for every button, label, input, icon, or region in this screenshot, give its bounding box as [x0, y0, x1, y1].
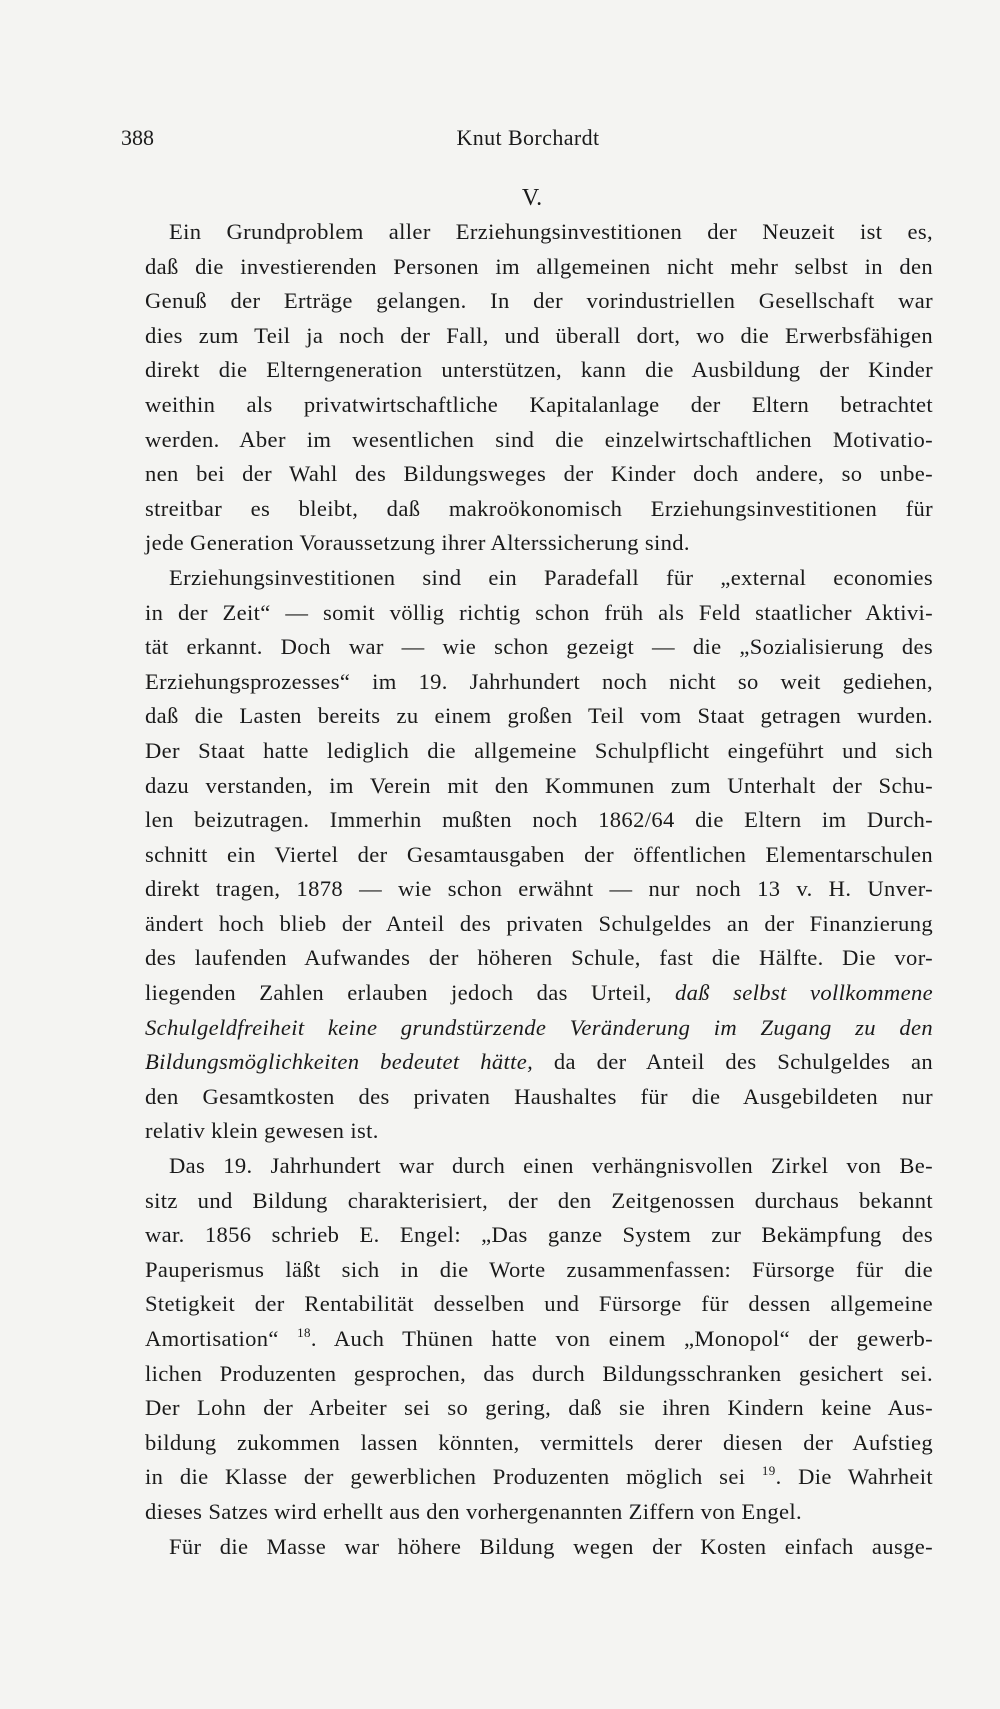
text-line-mixed: [121, 1322, 933, 1357]
text-line: Ein Grundproblem aller Erziehungsinvestitionen der Neuzeit ist es,: [169, 219, 933, 244]
text-line: direkt die Elterngeneration unterstützen, kann die Ausbildung der Kinder: [145, 357, 933, 383]
text-line: dieses Satzes wird erhellt aus den vorhergenannten Ziffern von Engel.: [145, 1498, 802, 1524]
text-line: war. 1856 schrieb E. Engel: „Das ganze System zur Bekämpfung des: [145, 1222, 933, 1248]
text-line: bildung zukommen lassen könnten, vermittels derer diesen der Aufstieg: [145, 1429, 933, 1455]
text-line: jede Generation Voraussetzung ihrer Alterssicherung sind.: [145, 530, 690, 556]
text-run: . Auch Thünen hatte von einem „Monopol“ der gewerb-: [310, 1326, 934, 1351]
text-line: Der Staat hatte lediglich die allgemeine Schulpflicht eingeführt und sich: [145, 737, 933, 763]
text-line: streitbar es bleibt, daß makroökonomisch Erziehungsinvestitionen für: [145, 495, 933, 521]
text-line-mixed: [121, 976, 933, 1011]
emphasis-text: Bildungsmöglichkeiten bedeutet hätte,: [145, 1049, 534, 1075]
text-line: len beizutragen. Immerhin mußten noch 1862/64 die Eltern im Durch-: [145, 807, 933, 833]
text-line: des laufenden Aufwandes der höheren Schule, fast die Hälfte. Die vor-: [145, 945, 933, 971]
page-number: 388: [121, 125, 154, 150]
text-line: daß die investierenden Personen im allgemeinen nicht mehr selbst in den: [145, 253, 933, 279]
body-text: [121, 215, 933, 1564]
footnote-marker: 19: [761, 1463, 776, 1479]
paragraph-2: [121, 561, 933, 1149]
text-line: Für die Masse war höhere Bildung wegen der Kosten einfach ausge-: [169, 1533, 933, 1559]
text-line: lichen Produzenten gesprochen, das durch Bildungsschranken gesichert sei.: [145, 1360, 933, 1386]
text-run: in die Klasse der gewerblichen Produzenten möglich sei: [145, 1464, 762, 1490]
text-line: Pauperismus läßt sich in die Worte zusammenfassen: Fürsorge für die: [145, 1256, 933, 1282]
text-line: schnitt ein Viertel der Gesamtausgaben der öffentlichen Elementarschulen: [145, 841, 933, 867]
text-run: liegenden Zahlen erlauben jedoch das Urteil,: [145, 980, 675, 1006]
text-line: relativ klein gewesen ist.: [145, 1118, 379, 1144]
text-line: Erziehungsprozesses“ im 19. Jahrhundert noch nicht so weit gediehen,: [145, 668, 933, 694]
text-line: ändert hoch blieb der Anteil des privaten Schulgeldes an der Finanzierung: [145, 910, 933, 936]
paragraph-3: [121, 1149, 933, 1530]
text-run: da der Anteil des Schulgeldes an: [533, 1049, 934, 1075]
text-line: Der Lohn der Arbeiter sei so gering, daß sie ihren Kindern keine Aus-: [145, 1395, 933, 1421]
text-run: Amortisation“: [145, 1326, 298, 1351]
text-line: Stetigkeit der Rentabilität desselben und Fürsorge für dessen allgemeine: [145, 1291, 933, 1317]
text-line: Erziehungsinvestitionen sind ein Paradefall für „external economies: [169, 564, 933, 590]
text-line: Genuß der Erträge gelangen. In der vorindustriellen Gesellschaft war: [145, 288, 933, 314]
text-line: direkt tragen, 1878 — wie schon erwähnt — nur noch 13 v. H. Unver-: [145, 876, 933, 902]
text-line-mixed: [121, 1460, 933, 1495]
emphasis-text: Schulgeldfreiheit keine grundstürzende Veränderung im Zugang zu den: [145, 1014, 933, 1040]
text-line: den Gesamtkosten des privaten Haushaltes für die Ausgebildeten nur: [145, 1083, 933, 1109]
text-line: nen bei der Wahl des Bildungsweges der Kinder doch andere, so unbe-: [145, 461, 933, 487]
text-line: weithin als privatwirtschaftliche Kapitalanlage der Eltern betrachtet: [145, 391, 933, 417]
text-line: dies zum Teil ja noch der Fall, und überall dort, wo die Erwerbsfähigen: [145, 322, 933, 348]
paragraph-4: [121, 1530, 933, 1565]
section-heading: V.: [521, 185, 543, 211]
text-line: dazu verstanden, im Verein mit den Kommunen zum Unterhalt der Schu-: [145, 772, 933, 798]
footnote-marker: 18: [297, 1325, 311, 1340]
running-head-author: Knut Borchardt: [456, 125, 600, 150]
text-line: daß die Lasten bereits zu einem großen Teil vom Staat getragen wurden.: [145, 703, 933, 729]
text-line: werden. Aber im wesentlichen sind die einzelwirtschaftlichen Motivatio-: [145, 426, 933, 452]
text-line: sitz und Bildung charakterisiert, der den Zeitgenossen durchaus bekannt: [145, 1187, 933, 1213]
text-line: in der Zeit“ — somit völlig richtig schon früh als Feld staatlicher Aktivi-: [145, 599, 933, 625]
paragraph-1: [121, 215, 933, 561]
emphasis-text: daß selbst vollkommene: [675, 980, 933, 1006]
text-line: tät erkannt. Doch war — wie schon gezeigt — die „Sozialisierung des: [145, 634, 933, 660]
text-line: Das 19. Jahrhundert war durch einen verhängnisvollen Zirkel von Be-: [169, 1153, 933, 1179]
text-line-mixed: [121, 1045, 933, 1080]
text-run: . Die Wahrheit: [775, 1464, 933, 1490]
